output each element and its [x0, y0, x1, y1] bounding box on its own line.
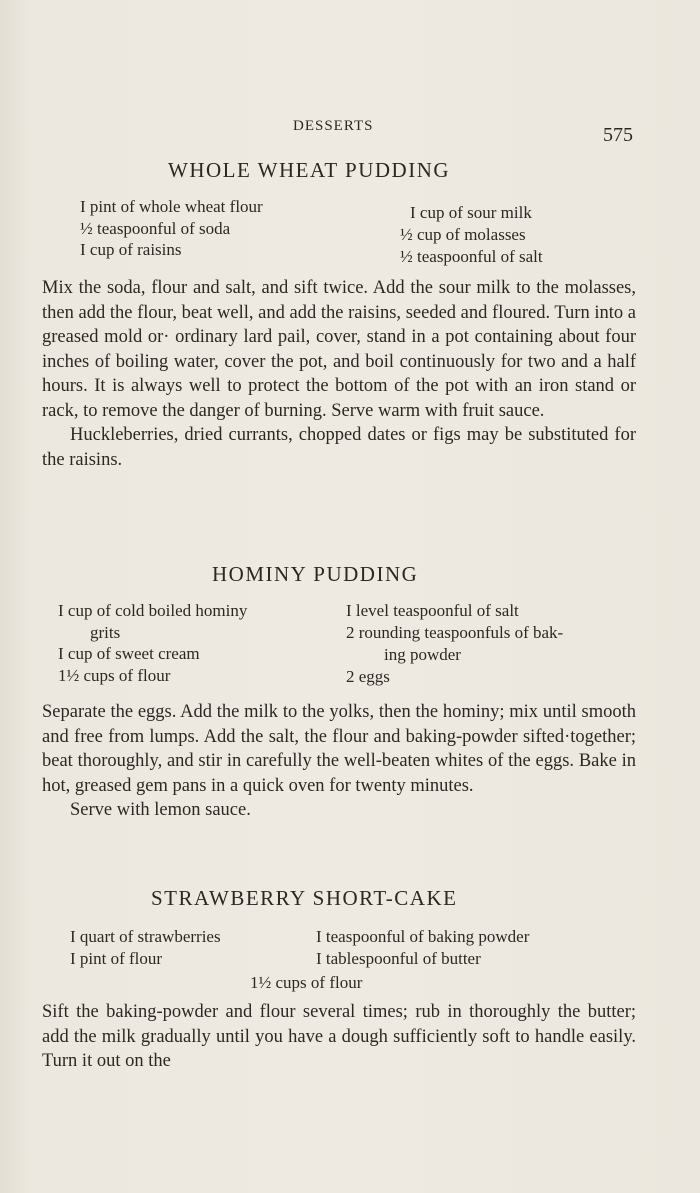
paragraph: Sift the baking-powder and flour several times; rub in thoroughly the butter; add the milk gradually until you have a dough sufficiently soft to handle easily. Turn it out on the: [42, 1002, 636, 1071]
ingredient-item: I pint of flour: [70, 948, 163, 968]
ingredients-whole-wheat-pudding: [80, 196, 620, 266]
ingredient-item: I cup of sweet cream: [58, 644, 200, 663]
ingredient-item: ing powder: [384, 645, 461, 664]
paragraph: Serve with lemon sauce.: [70, 800, 251, 820]
ingredient-item: 2 rounding teaspoonfuls of bak-: [346, 623, 564, 642]
ingredients-strawberry-short-cake: [70, 926, 630, 992]
ingredient-item: I quart of strawberries: [70, 927, 221, 946]
instructions-whole-wheat-pudding: [42, 276, 636, 472]
paragraph: Separate the eggs. Add the milk to the yolks, then the hominy; mix until smooth and free from lumps. Add the salt, the flour and baking-powder sifted·together; beat thoroughly, and stir in carefully the well-beaten whites of the eggs. Bake in hot, greased gem pans in a quick oven for twenty minutes.: [42, 702, 636, 796]
ingredient-item: ½ teaspoonful of soda: [80, 218, 231, 238]
instructions-strawberry-short-cake: [42, 1000, 636, 1074]
ingredient-item: I tablespoonful of butter: [316, 949, 481, 968]
ingredient-item: 2 eggs: [346, 667, 390, 686]
ingredient-item: I cup of sour milk: [410, 203, 532, 222]
recipe-title-hominy-pudding: HOMINY PUDDING: [212, 562, 419, 586]
ingredient-item: 1½ cups of flour: [58, 665, 171, 685]
ingredient-item: I cup of raisins: [80, 240, 182, 259]
paragraph: Mix the soda, flour and salt, and sift twice. Add the sour milk to the molasses, then add the flour, beat well, and add the raisins, seeded and floured. Turn into a greased mold or· ordinary lard pail, cover, stand in a pot containing about four inches of boiling water, cover the pot, and boil continuously for two and a half hours. It is always well to protect the bottom of the pot with an iron stand or rack, to remove the danger of burning. Serve warm with fruit sauce.: [42, 278, 636, 421]
ingredients-hominy-pudding: [58, 600, 638, 686]
section-title: DESSERTS: [293, 118, 374, 134]
ingredient-item: I level teaspoonful of salt: [346, 601, 519, 620]
ingredient-item: 1½ cups of flour: [250, 973, 363, 992]
ingredient-item: I cup of cold boiled hominy: [58, 601, 248, 620]
ingredient-item: ½ cup of molasses: [400, 225, 526, 244]
paragraph: Huckleberries, dried currants, chopped dates or figs may be substituted for the raisins.: [42, 425, 636, 470]
recipe-title-whole-wheat-pudding: WHOLE WHEAT PUDDING: [168, 158, 451, 182]
page-number: 575: [603, 124, 633, 146]
ingredient-item: ½ teaspoonful of salt: [400, 247, 543, 266]
recipe-title-strawberry-short-cake: STRAWBERRY SHORT-CAKE: [151, 886, 458, 910]
instructions-hominy-pudding: [42, 700, 636, 823]
ingredient-item: I teaspoonful of baking powder: [316, 927, 530, 946]
ingredient-item: grits: [90, 622, 121, 642]
ingredient-item: I pint of whole wheat flour: [80, 197, 263, 216]
